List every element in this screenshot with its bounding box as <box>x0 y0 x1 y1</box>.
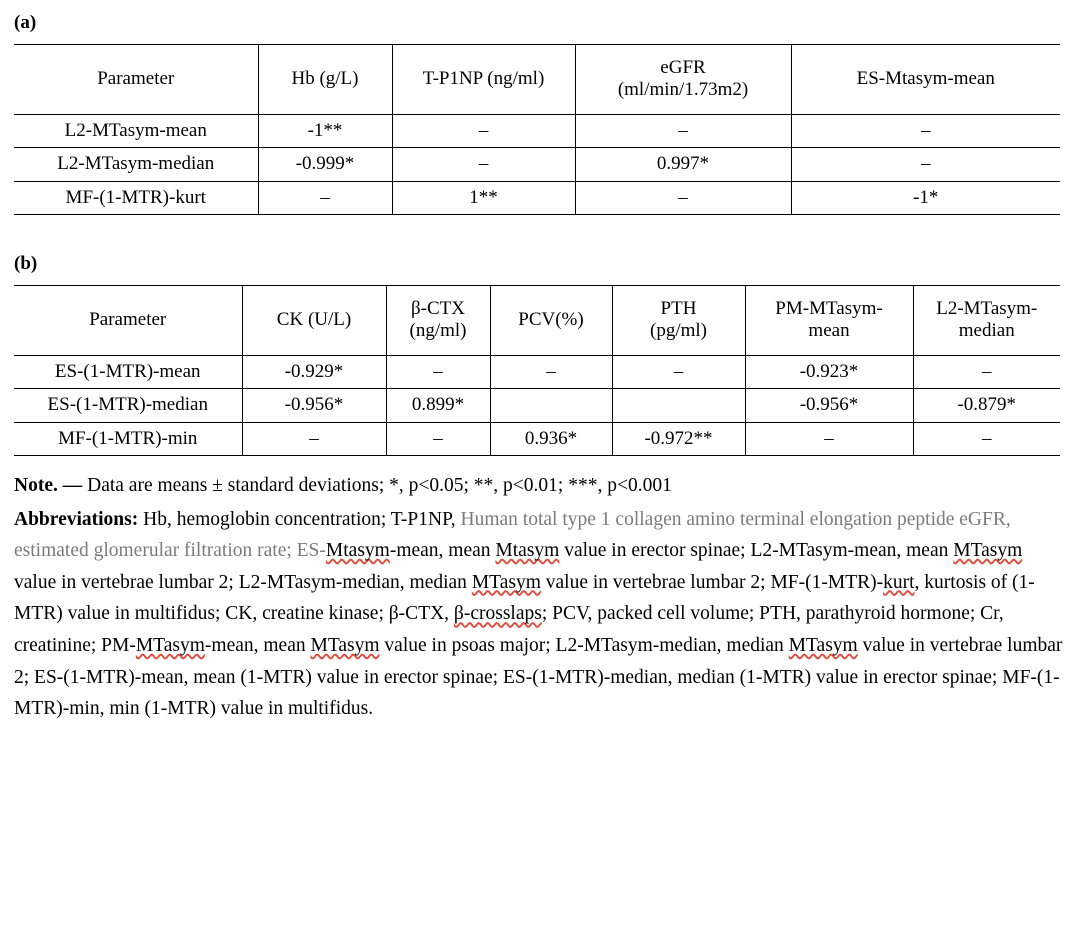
abbrev-spellcheck-5: kurt <box>883 571 915 593</box>
table-b-header-bctx-line1: β-CTX <box>411 298 465 320</box>
table-footnotes <box>14 470 1064 725</box>
table-a-header-tp1np: T-P1NP (ng/ml) <box>392 45 575 115</box>
abbrev-text-4: value in erector spinae; L2-MTasym-mean, mean <box>559 540 954 562</box>
table-b-r2-pth: -0.972** <box>612 422 745 455</box>
table-a-header-egfr-line1: eGFR <box>660 57 706 78</box>
table-b-header-l2mtasym <box>913 286 1060 356</box>
table-a-r1-tp1np: – <box>392 148 575 181</box>
table-row <box>14 114 1060 147</box>
abbrev-text-9: -mean, mean <box>204 634 311 656</box>
table-b-header-pmmtasym <box>745 286 913 356</box>
table-b-header-pth-line2: (pg/ml) <box>650 320 707 342</box>
abbrev-text-5: value in vertebrae lumbar 2; L2-MTasym-median, median <box>14 571 472 593</box>
abbrev-spellcheck-8: MTasym <box>310 634 380 656</box>
table-a-r0-egfr: – <box>575 114 791 147</box>
table-row <box>14 148 1060 181</box>
table-a-r1-hb: -0.999* <box>258 148 392 181</box>
table-a-r2-parameter: MF-(1-MTR)-kurt <box>14 181 258 214</box>
table-b-header-pmmtasym-line2: mean <box>808 320 850 342</box>
abbrev-text-8: ; PCV, packed cell volume; PTH, parathyroid hormone; Cr, creatinine; PM- <box>14 603 1004 656</box>
abbreviations-block <box>14 504 1064 725</box>
table-b-r2-bctx: – <box>386 422 490 455</box>
table-a-r0-tp1np: – <box>392 114 575 147</box>
table-b-r2-l2mtasym: – <box>913 422 1060 455</box>
table-b-r0-pmmtasym: -0.923* <box>745 355 913 388</box>
table-b-r0-parameter: ES-(1-MTR)-mean <box>14 355 242 388</box>
abbrev-spellcheck-4: MTasym <box>471 571 541 593</box>
table-b-header-row <box>14 286 1060 356</box>
table-b-r2-pmmtasym: – <box>745 422 913 455</box>
abbrev-spellcheck-2: Mtasym <box>495 540 560 562</box>
panel-a-label: (a) <box>14 12 37 33</box>
table-row <box>14 389 1060 422</box>
table-b-r0-pth: – <box>612 355 745 388</box>
panel-b-label: (b) <box>14 253 38 275</box>
abbrev-spellcheck-1: Mtasym <box>325 540 390 562</box>
table-b-r0-bctx: – <box>386 355 490 388</box>
table-b-header-pth-line1: PTH <box>660 298 697 320</box>
table-b-header-l2mtasym-line1: L2-MTasym- <box>936 298 1038 320</box>
note-line <box>14 470 1064 502</box>
table-b-r2-parameter: MF-(1-MTR)-min <box>14 422 242 455</box>
table-row <box>14 422 1060 455</box>
table-b-r2-pcv: 0.936* <box>490 422 612 455</box>
table-a-header-egfr <box>575 45 791 115</box>
table-a-header-row <box>14 45 1060 115</box>
table-b-r1-parameter: ES-(1-MTR)-median <box>14 389 242 422</box>
table-a-r2-hb: – <box>258 181 392 214</box>
table-b-r1-pcv <box>490 389 612 422</box>
correlation-table-a <box>14 44 1060 215</box>
abbreviations-label: Abbreviations: <box>14 508 144 530</box>
note-label: Note. — <box>14 475 88 497</box>
abbrev-text-10: value in psoas major; L2-MTasym-median, median <box>379 634 789 656</box>
table-b-r0-pcv: – <box>490 355 612 388</box>
table-a-r0-hb: -1** <box>258 114 392 147</box>
table-a-r1-egfr: 0.997* <box>575 148 791 181</box>
table-b-r0-ck: -0.929* <box>242 355 386 388</box>
table-a-header-parameter: Parameter <box>14 45 258 115</box>
table-b-header-l2mtasym-line2: median <box>958 320 1015 342</box>
abbrev-spellcheck-3: MTasym <box>953 540 1023 562</box>
table-a-r2-tp1np: 1** <box>392 181 575 214</box>
table-a-header-hb: Hb (g/L) <box>258 45 392 115</box>
abbrev-spellcheck-9: MTasym <box>788 634 858 656</box>
table-a-r2-esmtasym: -1* <box>791 181 1060 214</box>
table-b-header-ck: CK (U/L) <box>242 286 386 356</box>
abbrev-spellcheck-6: β-crosslaps <box>453 603 542 625</box>
correlation-table-b <box>14 285 1060 456</box>
table-a-r2-egfr: – <box>575 181 791 214</box>
abbrev-grey-1: Human total type 1 collagen amino terminal elongation peptide <box>460 508 955 530</box>
table-row <box>14 355 1060 388</box>
abbrev-text-11: value in vertebrae lumbar 2; ES-(1-MTR)-mean, mean (1-MTR) value in erector spinae; ES-(1-MTR)-median, median (1-MTR) value in erector spinae; MF-(1-MTR)-min, min (1-MTR) value in multifidus. <box>14 634 1063 720</box>
table-b-r1-ck: -0.956* <box>242 389 386 422</box>
table-b-r1-l2mtasym: -0.879* <box>913 389 1060 422</box>
abbrev-text-7: , kurtosis of (1-MTR) value in multifidus; CK, creatine kinase; β-CTX, <box>14 571 1035 625</box>
abbrev-text-3: -mean, mean <box>389 540 496 562</box>
table-a-header-egfr-line2: (ml/min/1.73m2) <box>617 79 749 101</box>
table-b-r0-l2mtasym: – <box>913 355 1060 388</box>
table-row <box>14 181 1060 214</box>
abbrev-text-6: value in vertebrae lumbar 2; MF-(1-MTR)- <box>540 571 884 593</box>
table-a-r0-esmtasym: – <box>791 114 1060 147</box>
table-b-header-parameter: Parameter <box>14 286 242 356</box>
table-b-header-pcv: PCV(%) <box>490 286 612 356</box>
table-b-r1-pth <box>612 389 745 422</box>
table-a-r0-parameter: L2-MTasym-mean <box>14 114 258 147</box>
abbrev-text-1: Hb, hemoglobin concentration; T-P1NP, <box>143 508 461 530</box>
table-b-header-bctx <box>386 286 490 356</box>
table-a-r1-parameter: L2-MTasym-median <box>14 148 258 181</box>
table-b-r1-bctx: 0.899* <box>386 389 490 422</box>
table-b-r2-ck: – <box>242 422 386 455</box>
table-a-r1-esmtasym: – <box>791 148 1060 181</box>
table-b-header-pmmtasym-line1: PM-MTasym- <box>775 298 883 320</box>
abbrev-text-2: eGFR, estimated glomerular filtration rate; ES- <box>14 508 1011 562</box>
table-b-r1-pmmtasym: -0.956* <box>745 389 913 422</box>
table-a-header-esmtasym: ES-Mtasym-mean <box>791 45 1060 115</box>
note-text: Data are means ± standard deviations; *, p<0.05; **, p<0.01; ***, p<0.001 <box>87 475 672 497</box>
table-b-header-bctx-line2: (ng/ml) <box>409 320 467 342</box>
abbrev-spellcheck-7: MTasym <box>135 634 205 656</box>
table-b-header-pth <box>612 286 745 356</box>
